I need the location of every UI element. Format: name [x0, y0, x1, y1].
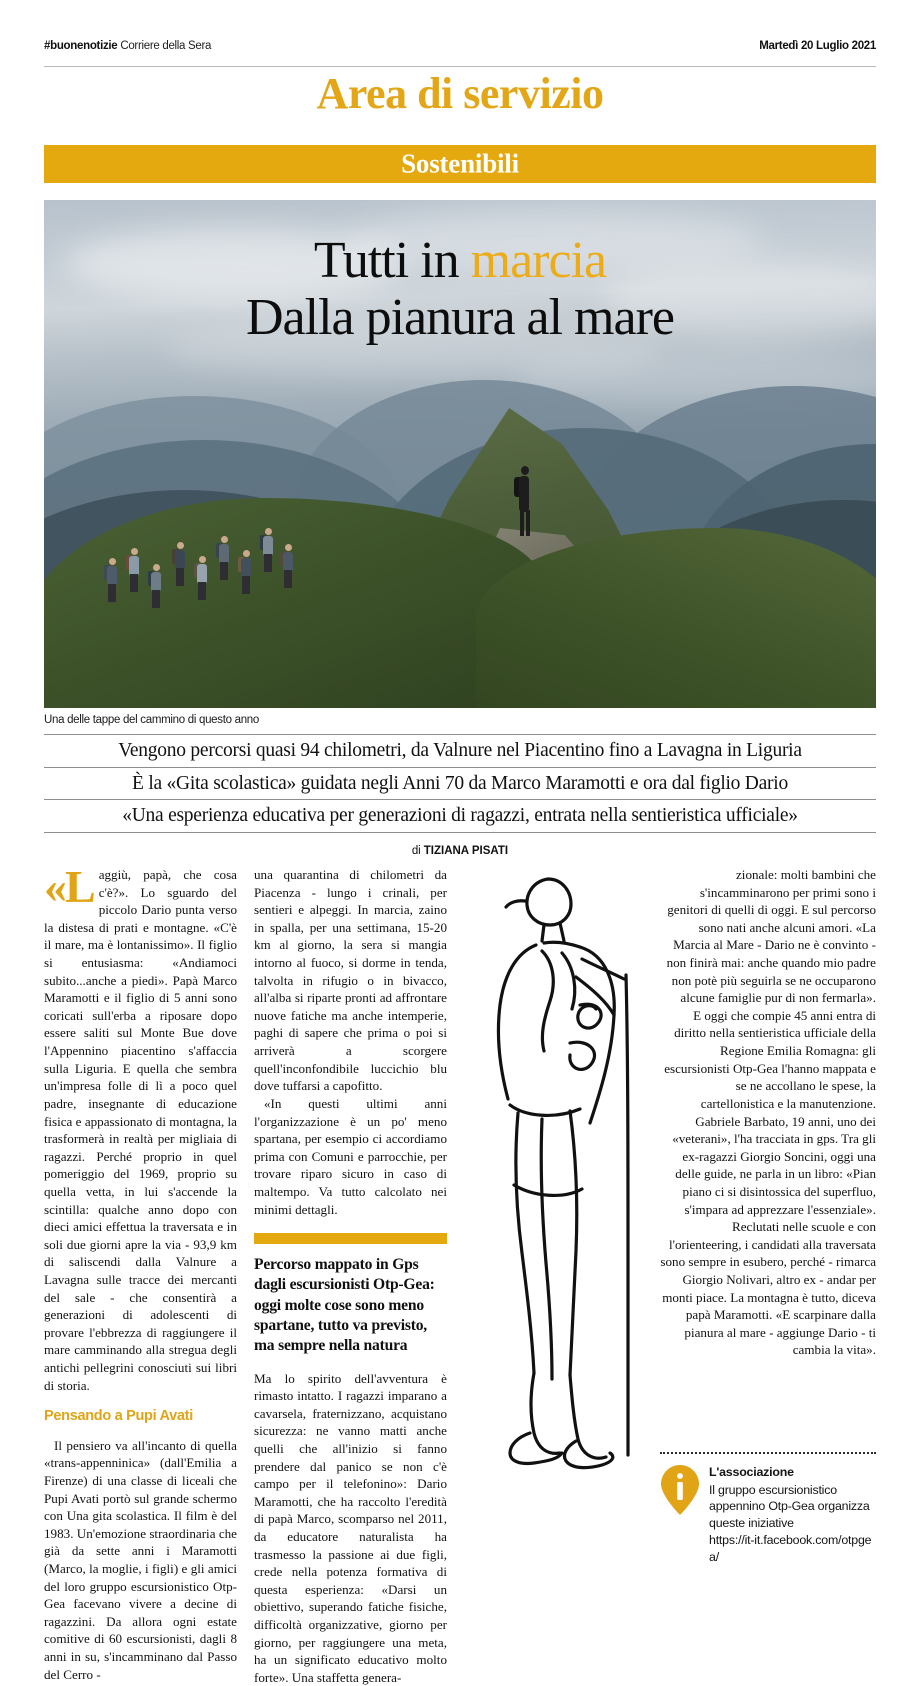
association-box [660, 1452, 876, 1565]
summary-line: Vengono percorsi quasi 94 chilometri, da Valnure nel Piacentino fino a Lavagna in Liguria [44, 735, 876, 768]
masthead-hashtag: #buonenotizie [44, 40, 118, 52]
section-title: Area di servizio [316, 69, 604, 118]
byline-prefix: di [411, 845, 424, 857]
info-pin-icon [660, 1464, 700, 1516]
headline-line2: Dalla pianura al mare [246, 288, 674, 346]
group-hiker [126, 546, 142, 592]
paragraph: E oggi che compie 45 anni entra di diritto nella sentieristica ufficiale della Regione Emilia Romagna: gli escursionisti Otp-Gea l'hanno mappata e se ne accollano le spese, la cartellonistica e la manutenzione. Gabriele Barbato, 19 anni, uno dei «veterani», l'ha tracciata in gps. Tra gli ex-ragazzi Giorgio Soncini, oggi una delle guide, ne parla in un libro: «Pian piano ci si disintossica del superfluo, s'impara ad apprezzare l'essenziale». Reclutati nelle scuole e con l'orienteering, i candidati alla traversata sono sempre in esubero, perché - rimarca Giorgio Nolivari, altro ex - andar per monti piace. La montagna è tutto, diceva papà Maramotti. «E scarpinare dalla pianura al mare - aggiunge Dario - ti cambia la vita». [660, 1007, 876, 1358]
group-hiker [172, 540, 188, 586]
group-hiker [194, 554, 210, 600]
masthead-date: Martedì 20 Luglio 2021 [759, 40, 876, 52]
byline-author: TIZIANA PISATI [423, 845, 509, 857]
group-hiker [148, 562, 164, 608]
hero-headline [44, 234, 876, 347]
group-hiker [280, 542, 296, 588]
association-title: L'associazione [709, 1465, 794, 1479]
hiker-leg [520, 510, 524, 536]
masthead-paper-name: Corriere della Sera [120, 40, 212, 52]
masthead [44, 40, 876, 67]
hiker-line-art-illustration [430, 855, 690, 1555]
hiker-on-summit [514, 460, 536, 540]
article-column-2 [254, 866, 447, 1686]
section-band-label: Sostenibili [401, 148, 519, 179]
paragraph: una quarantina di chilometri da Piacenza - lungo i crinali, per sentieri e alpeggi. In marcia, zaino in spalla, per una settimana, 15-20 km al giorno, la sera si mangia intorno al fuoco, si dorme in tenda, talvolta in rifugio o in bivacco, all'alba si riparte pronti ad affrontare nuove fatiche ma anche intemperie, paghi di sapere che prima o poi si arriverà a scorgere quell'inconfondibile luccichio blu dove tuffarsi a capofitto. [254, 867, 447, 1094]
hero-photo [44, 200, 876, 708]
group-hiker [104, 556, 120, 602]
paragraph: Il pensiero va all'incanto di quella «trans-appenninica» (dall'Emilia a Firenze) di una classe di liceali che Pupi Avati portò sul grande schermo con Una gita scolastica. Il film è del 1983. Un'emozione straordinaria che già da sette anni i Maramotti (Marco, la moglie, i figli) e gli amici del loro gruppo escursionistico Otp-Gea facevano vivere a decine di ragazzini. Da allora ogni estate comitive di 60 escursionisti, dagli 8 anni in su, s'incamminano dal Passo del Cerro - [44, 1437, 237, 1682]
paragraph: Ma lo spirito dell'avventura è rimasto intatto. I ragazzi imparano a cavarsela, fraternizzano, acquistano sicurezza: ne vanno matti anche quelli che all'inizio si fanno prendere dal panico se non c'è campo per il telefonino»: Dario Maramotti, che ha raccolto l'eredità di papà Marco, scomparso nel 2011, da educatore naturalista ha trasmesso la passione ai due figli, crede nella potenza formativa di questa esperienza: «Darsi un obiettivo, superando fatiche fisiche, difficoltà organizzative, giorno per giorno, per raggiungere una meta, ha un significato educativo molto forte». Una staffetta genera- [254, 1370, 447, 1685]
summary-block [44, 734, 876, 833]
article-column-1 [44, 861, 237, 1683]
summary-line: È la «Gita scolastica» guidata negli Anni 70 da Marco Maramotti e ora dal figlio Dario [44, 768, 876, 801]
drop-cap: «L [44, 861, 94, 912]
byline [44, 845, 876, 857]
paragraph: aggiù, papà, che cosa c'è?». Lo sguardo del piccolo Dario punta verso la distesa di prati e montagne. «C'è il mare, ma è lontanissimo». Il figlio si entusiasma: «Andiamoci subito...anche a piedi». Papà Marco Maramotti e il figlio di 5 anni sono coricati sull'erba a riposare dopo essere saliti sul Monte Bue dove l'Appennino piacentino s'affaccia sulla Liguria. E quella che sembra un'impresa folle di lì a poco quel padre, insegnante di educazione fisica e appassionato di montagna, la trasformerà in realtà per migliaia di ragazzi. Perché proprio in quel pomeriggio del 1969, proprio su quella vetta, in lui s'accende la scintilla: qualche anno dopo con dieci amici effettua la traversata e in soli due giorni apre la via - 93,9 km di saliscendi dalla Valnure a Lavagna sulle tracce dei mercanti del sale - che consentirà a generazioni di adolescenti di provare l'ebbrezza di raggiungere il mare camminando alla stregua degli antichi pellegrini conosciuti sui libri di storia. [44, 867, 237, 1393]
column-subheading: Pensando a Pupi Avati [44, 1408, 193, 1425]
association-url[interactable]: https://it-it.facebook.com/otpgea/ [709, 1532, 872, 1564]
group-hiker [238, 548, 254, 594]
association-text [709, 1464, 876, 1565]
pullquote: Percorso mappato in Gps dagli escursionisti Otp-Gea: oggi molte cose sono meno spartane, tutto va previsto, ma sempre nella natura [254, 1256, 435, 1355]
hiker-group [104, 512, 304, 622]
pullquote-rule [254, 1233, 447, 1244]
masthead-brand [44, 40, 211, 52]
section-band [44, 145, 876, 183]
group-hiker [216, 534, 232, 580]
paragraph: «In questi ultimi anni l'organizzazione è un po' meno spartana, per esempio ci accordiamo prima con Comuni e parrocchie, per trovare riparo sicuro in caso di maltempo. Va tutto calcolato nei minimi dettagli. [254, 1095, 447, 1217]
hiker-body [519, 476, 529, 512]
association-body: Il gruppo escursionistico appennino Otp-Gea organizza queste iniziative [709, 1482, 870, 1531]
summary-line: «Una esperienza educativa per generazioni di ragazzi, entrata nella sentieristica ufficiale» [44, 800, 876, 833]
hiker-leg [526, 510, 530, 536]
hero-caption: Una delle tappe del cammino di questo anno [44, 714, 259, 726]
headline-line1-gold: marcia [470, 232, 607, 289]
paragraph: zionale: molti bambini che s'incamminarono per primi sono i genitori di quelli di oggi. E sul percorso sono nati anche alcuni amori. «La Marcia al Mare - Dario ne è convinto - non finirà mai: anche quando mio padre non potè più seguirla se ne occuparono alcune famiglie pur di non fermarla». [666, 867, 876, 1006]
group-hiker [260, 526, 276, 572]
article-column-3 [660, 866, 876, 1359]
hiker-head [521, 466, 529, 475]
headline-line1-black: Tutti in [313, 232, 471, 289]
